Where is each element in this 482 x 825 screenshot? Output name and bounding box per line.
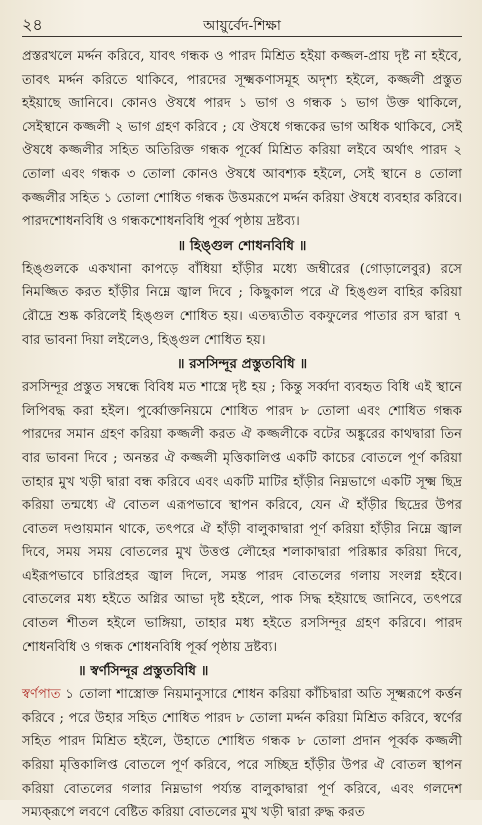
term-swarnapat: স্বর্ণপাত [22, 687, 61, 703]
paragraph-rasasindur: রসসিন্দূর প্রস্তুত সম্বন্ধে বিবিধ মত শাস্ত্রে দৃষ্ট হয় ; কিন্তু সর্ব্বদা ব্যবহৃত বিধি এই স্থানে লিপিবদ্ধ করা হইল। পুর্ব্বোক্তনিয়মে শোধিত পারদ ৮ তোলা এবং শোধিত গন্ধক পারদের সমান গ্রহণ করিয়া কজ্জলী করত ঐ কজ্জলীকে বটের অঙ্কুরের কাথদ্বারা তিন বার ভাবনা দিবে ; অনন্তর ঐ কজ্জলী মৃত্তিকালিপ্ত একটি কাচের বোতলে পূর্ণ করিয়া তাহার মুখ খড়ী দ্বারা বন্ধ করিবে এবং একটি মাটির হাঁড়ীর নিম্নভাগে একটি সূক্ষ্ম ছিদ্র করিয়া তন্মধ্যে ঐ বোতল এরূপভাবে স্থাপন করিবে, যেন ঐ হাঁড়ীর ছিদ্রের উপর বোতল দণ্ডায়মান থাকে, তৎপরে ঐ হাঁড়ী বালুকাদ্বারা পূর্ণ করিয়া হাঁড়ীর নিম্নে জ্বাল দিবে, সময় সময় বোতলের মুখ উত্তপ্ত লৌহের শলাকাদ্বারা পরিষ্কার করিয়া দিবে, এইরূপভাবে চারিপ্রহর জ্বাল দিলে, সমস্ত পারদ বোতলের গলায় সংলগ্ন হইবে। বোতলের মধ্য হইতে অগ্নির আভা দৃষ্ট হইলে, পাক সিদ্ধ হইয়াছে জানিবে, তৎপরে বোতল শীতল হইলে ভাঙ্গিয়া, তাহার মধ্য হইতে রসসিন্দূর গ্রহণ করিবে। পারদ শোধনবিধি ও গন্ধক শোধনবিধি পূর্ব্ব পৃষ্ঠায় দ্রষ্টব্য। [22, 380, 462, 655]
running-head-title: আয়ুর্বেদ-শিক্ষা [203, 18, 281, 34]
paragraph-hingul: হিঙ্গুলকে একখানা কাপড়ে বাঁধিয়া হাঁড়ীর মধ্যে জম্বীরের (গোড়ালেবুর) রসে নিমজ্জিত করত হাঁড়ীর নিম্নে জ্বাল দিবে ; কিছুকাল পরে ঐ হিঙ্গুল বাহির করিয়া রৌদ্রে শুষ্ক করিলেই হিঙ্গুল শোধিত হয়। এতদ্ব্যতীত বকফুলের পাতার রস দ্বারা ৭ বার ভাবনা দিয়া লইলেও, হিঙ্গুল শোধিত হয়। [22, 261, 462, 348]
page-number: ২৪ [22, 15, 43, 34]
page-header [22, 12, 462, 37]
paragraph-swarnasindur [22, 683, 462, 825]
heading-hingul-shodhan: ॥ হিঙ্গুল শোধনবিধি ॥ [177, 237, 307, 254]
heading-rasasindur: ॥ রসসিন্দূর প্রস্তুতবিধি ॥ [176, 356, 308, 373]
heading-swarnasindur: ॥ স্বর্ণসিন্দূর প্রস্তুতবিধি ॥ [78, 663, 209, 680]
paragraph-swarnasindur-text: ১ তোলা শাস্ত্রোক্ত নিয়মানুসারে শোধন করিয়া কাঁচিদ্বারা অতি সূক্ষ্মরূপে কর্ত্তন করিবে ; পরে উহার সহিত শোধিত পারদ ৮ তোলা মর্দ্দন করিয়া মিশ্রিত করিবে, স্বর্ণের সহিত পারদ মিশ্রিত হইলে, উহাতে শোধিত গন্ধক ৮ তোলা প্রদান পূর্ব্বক কজ্জলী করিয়া মৃত্তিকালিপ্ত বোতলে পূর্ণ করিবে, পরে সচ্ছিদ্র হাঁড়ীর উপর ঐ বোতল স্থাপন করিয়া বোতলের গলার নিম্নভাগ পর্য্যন্ত বালুকাদ্বারা পূর্ণ করিবে, এবং গলদেশ সম্যক্‌রূপে লবণে বেষ্টিত করিয়া বোতলের মুখ খড়ী দ্বারা রুদ্ধ করত [22, 687, 462, 821]
paragraph-kajjali: প্রস্তরখলে মর্দ্দন করিবে, যাবৎ গন্ধক ও পারদ মিশ্রিত হইয়া কজ্জল-প্রায় দৃষ্ট না হইবে, তাবৎ মর্দ্দন করিতে থাকিবে, পারদের সূক্ষ্মকণাসমূহ অদৃশ্য হইলে, কজ্জলী প্রস্তুত হইয়াছে জানিবে। কোনও ঔষধে পারদ ১ ভাগ ও গন্ধক ১ ভাগ উক্ত থাকিলে, সেইস্থানে কজ্জলী ২ ভাগ গ্রহণ করিবে ; যে ঔষধে গন্ধকের ভাগ অধিক থাকিবে, সেই ঔষধে কজ্জলীর সহিত অতিরিক্ত গন্ধক পূর্ব্বে মিশ্রিত করিয়া লইবে অর্থাৎ পারদ ২ তোলা এবং গন্ধক ৩ তোলা কোনও ঔষধে আবশ্যক হইলে, সেই স্থানে ৪ তোলা কজ্জলীর সহিত ১ তোলা শোধিত গন্ধক উত্তমরূপে মর্দ্দন করিয়া ঔষধে ব্যবহার করিবে। পারদশোধনবিধি ও গন্ধকশোধনবিধি পূর্ব্ব পৃষ্ঠায় দ্রষ্টব্য। [22, 49, 462, 230]
